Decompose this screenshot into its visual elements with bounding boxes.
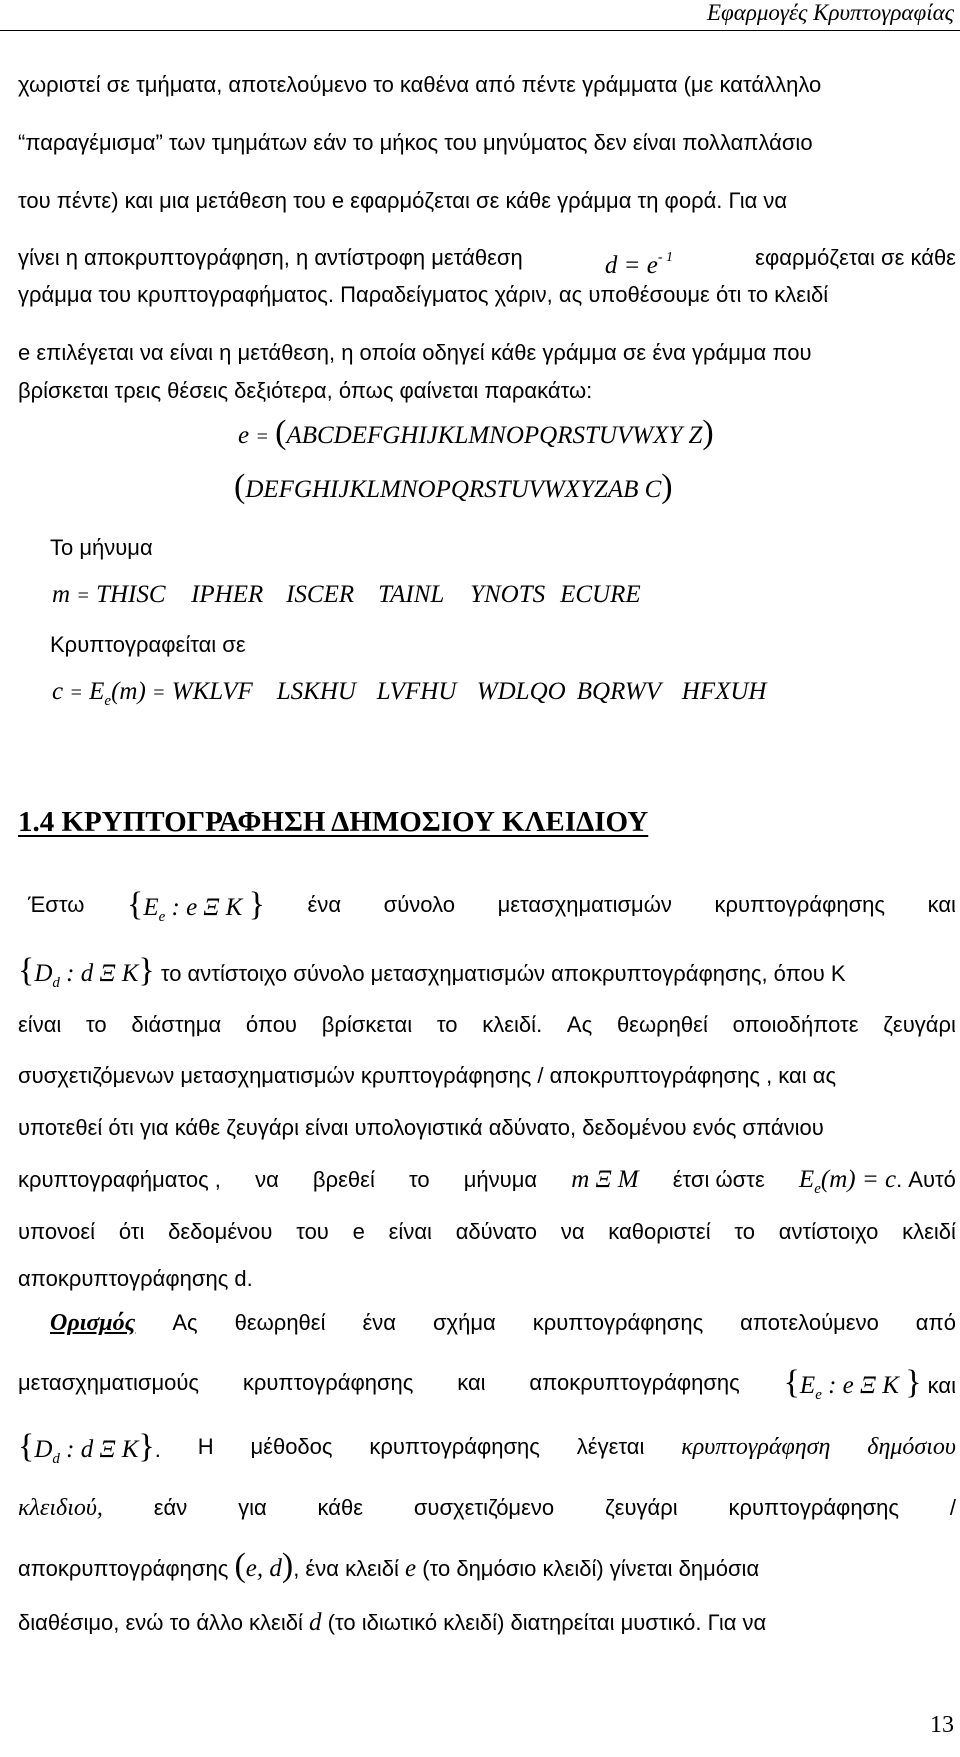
text-line: Έστω {$E_e$ : e Ξ K } ένα σύνολο μετασχηματισμών κρυπτογράφησης και [18,890,956,932]
text-line: “παραγέμισμα” των τμημάτων εάν το μήκος του μηνύματος δεν είναι πολλαπλάσιο [18,130,813,155]
cipher-label: Κρυπτογραφείται σε [50,632,246,657]
header-rule [0,30,960,31]
text-span: γίνει η αποκρυπτογράφηση, η αντίστροφη μετάθεση [18,245,523,270]
text-line: του πέντε) και μια μετάθεση του e εφαρμόζεται σε κάθε γράμμα τη φορά. Για να [18,188,788,213]
text-line: κλειδιού, εάν για κάθε συσχετιζόμενο ζευγάρι κρυπτογράφησης / [18,1495,956,1521]
text-line: διαθέσιμο, ενώ το άλλο κλειδί d (το ιδιωτικό κλειδί) διατηρείται μυστικό. Για να [18,1609,767,1636]
text-line: κρυπτογραφήματος , να βρεθεί το μήνυμα m Ξ M έτσι ώστε $E_e(m) = c$. Αυτό [18,1165,956,1204]
text-line: υπονοεί ότι δεδομένου του e είναι αδύνατο να καθοριστεί το αντίστοιχο κλειδί [18,1219,956,1244]
text-line: γράμμα του κρυπτογραφήματος. Παραδείγματος χάριν, ας υποθέσουμε ότι το κλειδί [18,282,829,307]
message-formula: m = THISC IPHER ISCER TAINL YNOTS ECURE [52,581,641,608]
page-number: 13 [930,1712,954,1738]
public-key-symbol: e [405,1555,417,1582]
private-key-symbol: d [309,1609,322,1636]
text-span: εφαρμόζεται σε κάθε [755,245,956,270]
encryption-set-formula: {$E_e$ : e Ξ K } [783,1364,922,1403]
message-in-space-formula: m Ξ M [571,1166,639,1193]
text-line: αποκρυπτογράφησης (e, d), ένα κλειδί e (το δημόσιο κλειδί) γίνεται δημόσια [18,1547,760,1584]
definition-label: Ορισμός [50,1310,136,1336]
encryption-set-formula: {$E_e$ : e Ξ K } [126,886,265,925]
text-line: αποκρυπτογράφησης d. [18,1266,253,1291]
decryption-set-formula: {$D_d$ : d Ξ K} [18,952,155,991]
text-line: μετασχηματισμούς κρυπτογράφησης και αποκρυπτογράφησης {$E_e$ : e Ξ K } και [18,1364,956,1403]
text-line: {$D_d$ : d Ξ K} το αντίστοιχο σύνολο μετασχηματισμών αποκρυπτογράφησης, όπου K [18,952,846,991]
message-label: Το μήνυμα [50,535,153,560]
inverse-permutation-formula: $d = e^{- 1}$ [604,250,674,279]
text-line: Ορισμός Ας θεωρηθεί ένα σχήμα κρυπτογράφησης αποτελούμενο από [50,1310,956,1336]
permutation-bottom-row: (DEFGHIJKLMNOPQRSTUVWXYZAB C) [234,468,673,505]
permutation-top-row: e = (ABCDEFGHIJKLMNOPQRSTUVWXY Z) [238,414,714,451]
text-line: χωριστεί σε τμήματα, αποτελούμενο το καθένα από πέντε γράμματα (με κατάλληλο [18,72,822,97]
text-line: είναι το διάστημα όπου βρίσκεται το κλειδί. Ας θεωρηθεί οποιοδήποτε ζευγάρι [18,1012,956,1037]
decryption-set-formula: {$D_d$ : d Ξ K} [18,1428,155,1467]
section-heading: 1.4 ΚΡΥΠΤΟΓΡΑΦΗΣΗ ΔΗΜΟΣΙΟΥ ΚΛΕΙΔΙΟΥ [18,806,649,838]
text-line: e επιλέγεται να είναι η μετάθεση, η οποία οδηγεί κάθε γράμμα σε ένα γράμμα που [18,340,812,365]
key-pair-formula: (e, d) [234,1547,294,1584]
text-line: {$D_d$ : d Ξ K}. Η μέθοδος κρυπτογράφησης λέγεται κρυπτογράφηση δημόσιου [18,1428,956,1467]
text-line: συσχετιζόμενων μετασχηματισμών κρυπτογράφησης / αποκρυπτογράφησης , και ας [18,1063,837,1088]
ciphertext-formula: $c = E_e(m)$ = WKLVF LSKHU LVFHU WDLQO BQRWV HFXUH [52,678,767,709]
encryption-equation: $E_e(m) = c$ [798,1166,897,1197]
text-line: βρίσκεται τρεις θέσεις δεξιότερα, όπως φαίνεται παρακάτω: [18,378,593,403]
text-line: υποτεθεί ότι για κάθε ζευγάρι είναι υπολογιστικά αδύνατο, δεδομένου ενός σπάνιου [18,1115,824,1140]
running-header: Εφαρμογές Κρυπτογραφίας [706,0,954,25]
text-line [18,243,956,281]
